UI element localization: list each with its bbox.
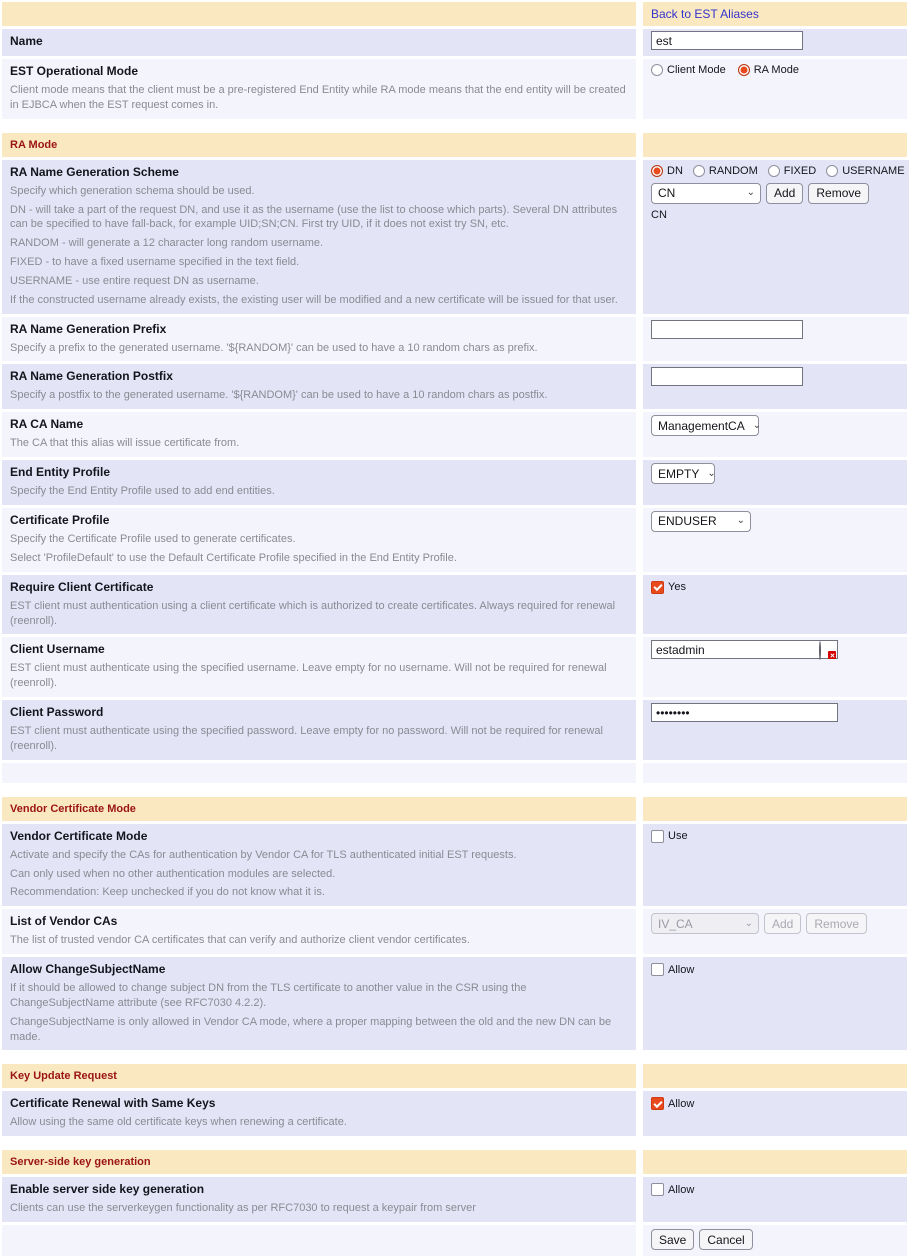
client-password-description: EST client must authenticate using the specified password. Leave empty for no password. Will not be required for renewal (reenroll). (10, 725, 603, 752)
row-operational-mode (2, 59, 907, 119)
require-client-certificate-label: Require Client Certificate (10, 579, 154, 594)
prefix-label: RA Name Generation Prefix (10, 321, 167, 336)
row-name-generation-scheme (2, 160, 907, 314)
radio-selected-icon (738, 64, 750, 76)
radio-unselected-icon (651, 64, 663, 76)
ra-ca-name-description: The CA that this alias will issue certificate from. (10, 437, 240, 450)
ra-ca-name-label: RA CA Name (10, 417, 84, 432)
ra-mode-section-title: RA Mode (10, 138, 58, 151)
ra-ca-select[interactable] (651, 415, 762, 436)
chevron-down-icon: ⌄ (707, 467, 716, 479)
row-vendor-certificate-mode (2, 824, 907, 907)
prefix-description: Specify a prefix to the generated username. '${RANDOM}' can be used to have a 10 random chars as prefix. (10, 341, 538, 354)
chevron-down-icon: ⌄ (752, 419, 762, 431)
name-input[interactable] (651, 31, 803, 50)
section-header-ra-mode (2, 133, 907, 157)
header-spacer-cell (2, 2, 636, 26)
vendor-mode-description: Recommendation: Keep unchecked if you do not know what it is. (10, 886, 325, 899)
prefix-input[interactable] (651, 320, 803, 339)
ra-ca-select-value: ManagementCA (658, 418, 745, 433)
radio-unselected-icon (693, 165, 705, 177)
postfix-input[interactable] (651, 367, 803, 386)
section-gap (2, 122, 907, 130)
certificate-profile-description: Specify the Certificate Profile used to generate certificates. (10, 532, 296, 545)
section-header-server-side (2, 1150, 907, 1174)
section-header-spacer (643, 1150, 907, 1174)
header-row (2, 2, 907, 26)
cert-renewal-checkbox-label: Allow (668, 1097, 695, 1110)
scheme-description: If the constructed username already exists, the existing user will be modified and a new certificate will be issued for that user. (10, 293, 618, 306)
row-ra-ca-name (2, 412, 907, 457)
require-client-certificate-description: EST client must authentication using a client certificate which is authorized to create certificates. Always required for renewal (reenroll). (10, 599, 616, 627)
row-name (2, 29, 907, 56)
selected-dn-parts-text: CN (651, 208, 667, 221)
server-keygen-checkbox[interactable] (651, 1183, 899, 1196)
client-username-description: EST client must authenticate using the specified username. Leave empty for no username. Will not be required for renewal (reenroll). (10, 662, 607, 690)
vendor-ca-select (651, 913, 759, 934)
radio-unselected-icon (768, 165, 780, 177)
client-password-input[interactable] (651, 703, 838, 722)
change-subject-name-description: If it should be allowed to change subject DN from the TLS certificate to another value in the CSR using the ChangeSubjectName attribute (see RFC7030 4.2.2). (10, 982, 527, 1009)
scheme-fixed-radio[interactable] (768, 165, 816, 177)
chevron-down-icon: ⌄ (736, 515, 745, 527)
cancel-button[interactable]: Cancel (699, 1229, 752, 1250)
est-alias-config-page (2, 2, 907, 1256)
certificate-profile-description: Select 'ProfileDefault' to use the Default Certificate Profile specified in the End Entity Profile. (10, 551, 457, 564)
row-actions (2, 1225, 907, 1256)
operational-mode-description: Client mode means that the client must be a pre-registered End Entity while RA mode means that the end entity will be created in EJBCA when the EST request comes in. (10, 84, 626, 111)
dn-part-select[interactable] (651, 183, 761, 204)
scheme-username-radio[interactable] (826, 165, 904, 177)
back-to-est-aliases-link[interactable]: Back to EST Aliases (651, 7, 759, 21)
client-mode-radio[interactable] (651, 64, 726, 76)
end-entity-profile-select[interactable] (651, 463, 715, 484)
certificate-profile-label: Certificate Profile (10, 512, 110, 527)
vendor-mode-checkbox-label: Use (668, 830, 688, 843)
require-client-certificate-checkbox-label: Yes (668, 581, 686, 594)
checkbox-unchecked-icon (651, 830, 664, 843)
save-button[interactable]: Save (651, 1229, 694, 1250)
empty-cell (643, 763, 907, 783)
checkbox-checked-icon (651, 1097, 664, 1110)
error-badge-icon (828, 651, 836, 659)
scheme-label: RA Name Generation Scheme (10, 164, 179, 179)
scheme-username-radio-label: USERNAME (842, 164, 905, 177)
scheme-description: Specify which generation schema should be used. (10, 184, 255, 197)
postfix-description: Specify a postfix to the generated username. '${RANDOM}' can be used to have a 10 random chars as postfix. (10, 389, 548, 402)
add-name-part-button[interactable]: Add (766, 183, 803, 204)
scheme-fixed-radio-label: FIXED (783, 164, 817, 177)
row-server-keygen (2, 1177, 907, 1222)
operational-mode-label: EST Operational Mode (10, 64, 139, 78)
postfix-label: RA Name Generation Postfix (10, 369, 173, 384)
row-cert-renewal (2, 1091, 907, 1136)
client-username-label: Client Username (10, 642, 105, 657)
checkbox-unchecked-icon (651, 1183, 664, 1196)
server-keygen-label: Enable server side key generation (10, 1182, 205, 1197)
row-end-entity-profile (2, 460, 907, 505)
end-entity-profile-select-value: EMPTY (658, 466, 700, 481)
vendor-cas-label: List of Vendor CAs (10, 914, 118, 929)
section-header-spacer (643, 797, 907, 821)
scheme-description: FIXED - to have a fixed username specified in the text field. (10, 256, 300, 269)
cert-renewal-checkbox[interactable] (651, 1097, 899, 1110)
certificate-profile-select-value: ENDUSER (658, 514, 717, 529)
row-vendor-cas (2, 909, 907, 954)
vendor-ca-select-value: IV_CA (658, 916, 693, 931)
section-header-spacer (643, 133, 907, 157)
actions-spacer-cell (2, 1225, 636, 1256)
row-name-generation-postfix (2, 364, 907, 409)
end-entity-profile-label: End Entity Profile (10, 465, 111, 480)
certificate-profile-select[interactable] (651, 511, 751, 532)
section-header-vendor (2, 797, 907, 821)
vendor-mode-description: Activate and specify the CAs for authentication by Vendor CA for TLS authenticated initial EST requests. (10, 848, 517, 861)
row-client-username (2, 637, 907, 697)
checkbox-checked-icon (651, 581, 664, 594)
change-subject-name-checkbox[interactable] (651, 963, 899, 976)
ra-mode-radio[interactable] (738, 64, 799, 76)
vendor-cas-description: The list of trusted vendor CA certificates that can verify and authorize client vendor certificates. (10, 934, 470, 947)
section-gap (2, 786, 907, 794)
scheme-random-radio-label: RANDOM (708, 164, 758, 177)
key-circle-icon (819, 641, 821, 660)
server-keygen-checkbox-label: Allow (668, 1183, 695, 1196)
scheme-description: DN - will take a part of the request DN, and use it as the username (use the list to choose which parts). Several DN attributes can be specified to have fall-back, for example UID;SN;CN. First try UID, if it does not exist try SN, etc. (10, 203, 618, 231)
chevron-down-icon: ⌄ (746, 187, 755, 199)
row-name-generation-prefix (2, 317, 907, 362)
ra-mode-radio-label: RA Mode (753, 64, 799, 76)
change-subject-name-description: ChangeSubjectName is only allowed in Vendor CA mode, where a proper mapping between the old and the new DN can be made. (10, 1015, 612, 1043)
key-update-section-title: Key Update Request (10, 1070, 117, 1083)
vendor-mode-description: Can only used when no other authentication modules are selected. (10, 867, 336, 880)
server-side-section-title: Server-side key generation (10, 1156, 151, 1169)
scheme-dn-radio[interactable] (651, 165, 683, 177)
add-vendor-ca-button: Add (764, 913, 801, 934)
client-password-label: Client Password (10, 705, 104, 720)
name-label: Name (10, 34, 43, 48)
change-subject-name-checkbox-label: Allow (668, 963, 695, 976)
radio-unselected-icon (826, 165, 838, 177)
vendor-mode-label: Vendor Certificate Mode (10, 828, 148, 843)
client-username-input[interactable] (651, 640, 838, 659)
section-header-spacer (643, 1064, 907, 1088)
scheme-dn-radio-label: DN (667, 164, 683, 177)
empty-row (2, 763, 907, 783)
dn-part-select-value: CN (658, 186, 676, 201)
client-mode-radio-label: Client Mode (667, 64, 726, 76)
radio-selected-icon (651, 165, 663, 177)
vendor-mode-checkbox[interactable] (651, 830, 899, 843)
require-client-certificate-checkbox[interactable] (651, 581, 899, 594)
chevron-down-icon: ⌄ (744, 917, 753, 929)
remove-name-part-button[interactable]: Remove (808, 183, 869, 204)
row-require-client-certificate (2, 575, 907, 635)
vendor-section-title: Vendor Certificate Mode (10, 802, 136, 815)
end-entity-profile-description: Specify the End Entity Profile used to add end entities. (10, 485, 275, 498)
remove-vendor-ca-button: Remove (806, 913, 867, 934)
change-subject-name-label: Allow ChangeSubjectName (10, 962, 166, 977)
row-certificate-profile (2, 508, 907, 572)
section-gap (2, 1139, 907, 1147)
empty-cell (2, 763, 636, 783)
scheme-description: USERNAME - use entire request DN as username. (10, 274, 259, 287)
scheme-description: RANDOM - will generate a 12 character long random username. (10, 237, 324, 250)
cert-renewal-description: Allow using the same old certificate keys when renewing a certificate. (10, 1116, 347, 1129)
cert-renewal-label: Certificate Renewal with Same Keys (10, 1096, 216, 1111)
row-change-subject-name (2, 957, 907, 1050)
server-keygen-description: Clients can use the serverkeygen functionality as per RFC7030 to request a keypair from server (10, 1202, 476, 1215)
section-header-key-update (2, 1064, 907, 1088)
scheme-random-radio[interactable] (693, 165, 758, 177)
row-client-password (2, 700, 907, 760)
saved-login-error-icon (819, 642, 835, 658)
section-gap (2, 1053, 907, 1061)
checkbox-unchecked-icon (651, 963, 664, 976)
